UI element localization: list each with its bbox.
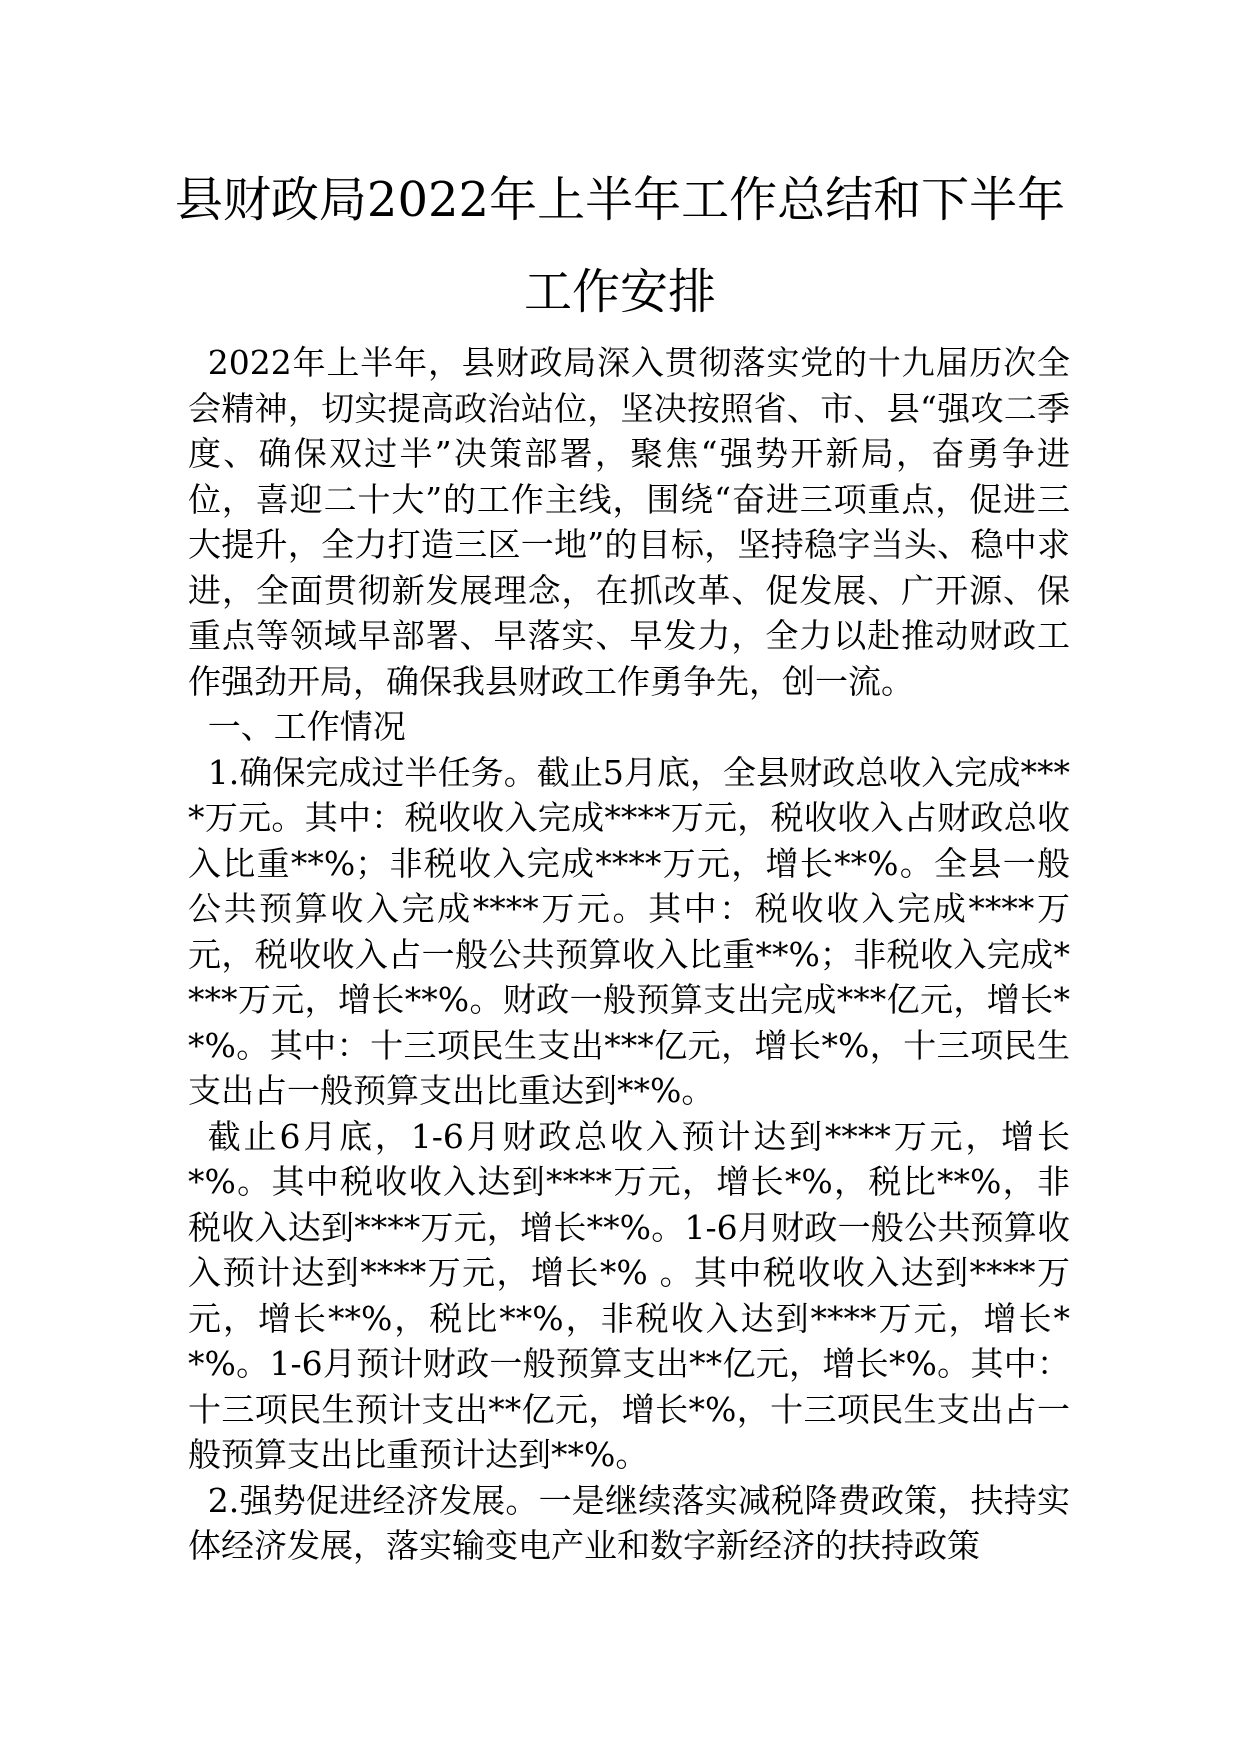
intro-paragraph: 2022年上半年，县财政局深入贯彻落实党的十九届历次全会精神，切实提高政治站位，坚决按照省、市、县“强攻二季度、确保双过半”决策部署，聚焦“强势开新局，奋勇争进位，喜迎二十大”的工作主线，围绕“奋进三项重点，促进三大提升，全力打造三区一地”的目标，坚持稳字当头、稳中求进，全面贯彻新发展理念，在抓改革、促发展、广开源、保重点等领域早部署、早落实、早发力，全力以赴推动财政工作强劲开局，确保我县财政工作勇争先，创一流。 [188,343,1070,701]
paragraph-economic-development: 2.强势促进经济发展。一是继续落实减税降费政策，扶持实体经济发展，落实输变电产业和数字新经济的扶持政策 [188,1480,1070,1565]
paragraph-june-forecast: 截止6月底，1-6月财政总收入预计达到****万元，增长*%。其中税收收入达到****万元，增长*%，税比**%，非税收入达到****万元，增长**%。1-6月财政一般公共预算收入预计达到****万元，增长*% 。其中税收收入达到****万元，增长**%，税比**%，非税收入达到****万元，增长**%。1-6月预计财政一般预算支出**亿元，增长*%。其中：十三项民生预计支出**亿元，增长*%，十三项民生支出占一般预算支出比重预计达到**%。 [188,1116,1070,1474]
section-heading: 一、工作情况 [207,707,406,746]
document-title-line2: 工作安排 [523,264,716,320]
document-body [188,340,1070,1569]
document-title-line1: 县财政局2022年上半年工作总结和下半年 [174,172,1066,228]
paragraph-task-completion: 1.确保完成过半任务。截止5月底，全县财政总收入完成****万元。其中：税收收入完成****万元，税收收入占财政总收入比重**%；非税收入完成****万元，增长**%。全县一般公共预算收入完成****万元。其中：税收收入完成****万元，税收收入占一般公共预算收入比重**%；非税收入完成****万元，增长**%。财政一般预算支出完成***亿元，增长**%。其中：十三项民生支出***亿元，增长*%，十三项民生支出占一般预算支出比重达到**%。 [188,752,1070,1110]
